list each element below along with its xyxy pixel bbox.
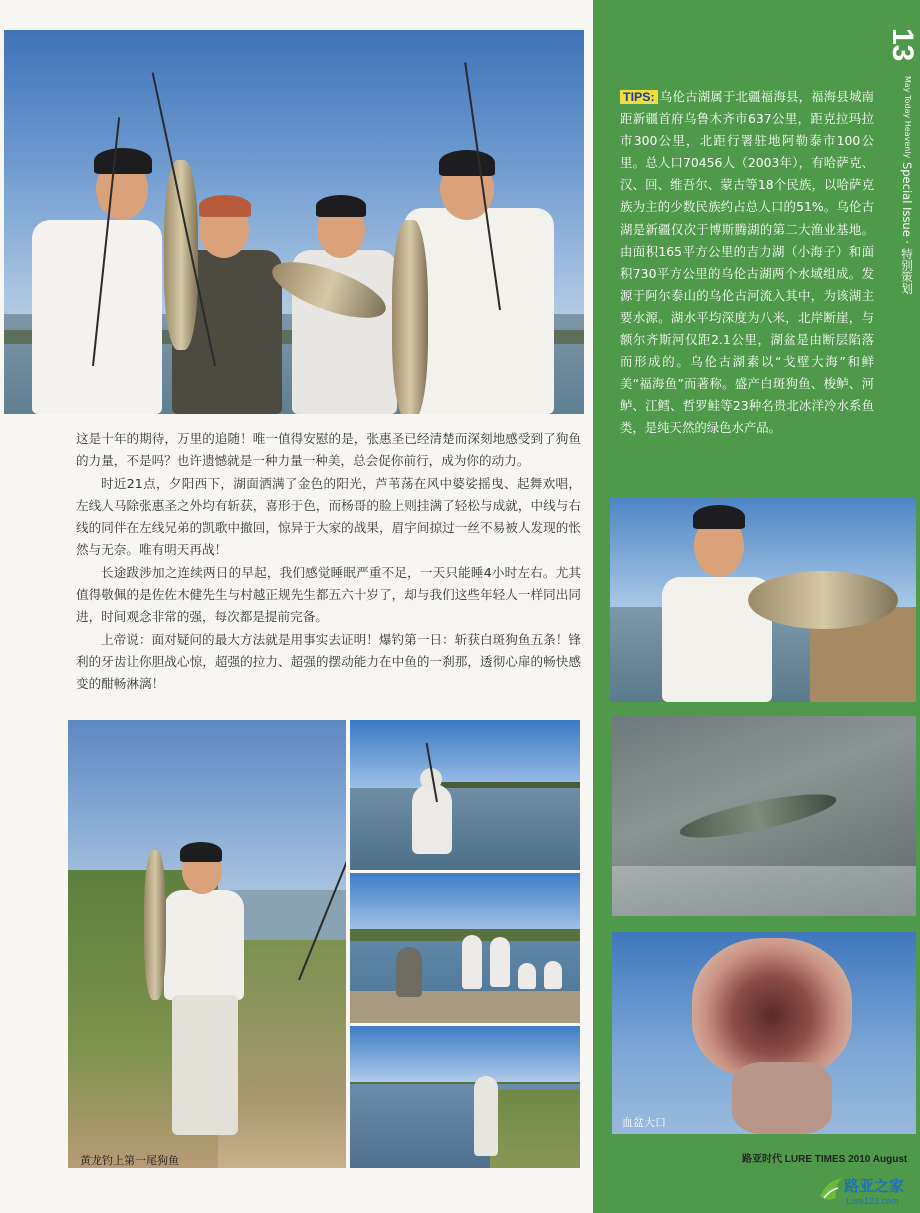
magazine-name-en: LURE TIMES (784, 1154, 846, 1165)
tips-label: TIPS: (620, 90, 658, 104)
article-body (76, 428, 581, 696)
paragraph-4: 上帝说：面对疑问的最大方法就是用事实去证明！爆钓第一日：斩获白斑狗鱼五条！锋利的牙齿让你胆战心惊，超强的拉力、超强的摆动能力在中鱼的一刹那，透彻心扉的畅快感变的酣畅淋漓！ (76, 631, 581, 692)
pike-mouth-photo (612, 932, 916, 1134)
angler-in-reeds-photo (350, 1026, 580, 1168)
watermark-title: 路亚之家 (844, 1177, 905, 1195)
paragraph-3: 长途跋涉加之连续两日的早起，我们感觉睡眠严重不足，一天只能睡4小时左右。尤其值得敬佩的是佐佐木健先生与村越正规先生都五六十岁了，却与我们这些年轻人一样同出同进，时间观念非常的强，每次都是提前完备。 (76, 564, 581, 625)
page-number: 13 (886, 28, 919, 62)
paragraph-1: 这是十年的期待，万里的追随！唯一值得安慰的是，张惠圣已经清楚而深刻地感受到了狗鱼的力量，不是吗？也许遗憾就是一种力量一种美，总会促你前行，成为你的动力。 (76, 431, 581, 469)
paragraph-2: 时近21点，夕阳西下，湖面洒满了金色的阳光，芦苇荡在风中婆娑摇曳、起舞欢唱，左线人马除张惠圣之外均有斩获，喜形于色，而杨哥的脸上则挂满了轻松与成就，中线与右线的同伴在左线兄弟的凯歌中撤回，惊异于大家的战果，眉宇间掠过一丝不易被人发现的怅然与无奈。唯有明天再战！ (76, 475, 581, 558)
magazine-footer (742, 1150, 920, 1165)
fish-in-water-photo (612, 716, 916, 916)
tips-text: 乌伦古湖属于北疆福海县，福海县城南距新疆首府乌鲁木齐市637公里，距克拉玛拉市300公里，北距行署驻地阿勒泰市100公里。总人口70456人（2003年），有哈萨克、汉、回、维吾尔、蒙古等18个民族，以哈萨克族为主的少数民族约占总人口的51%。乌伦古湖是新疆仅次于博斯腾湖的第二大渔业基地。由面积165平方公里的吉力湖（小海子）和面积730平方公里的乌伦古湖两个水域组成。发源于阿尔泰山的乌伦古河流入其中，为该湖主要水源。湖水平均深度为八米，北岸断崖，与额尔齐斯河仅距2.1公里，湖盆是由断层陷落而形成的。乌伦古湖素以“戈壁大海”和鲜美“福海鱼”而著称。盛产白斑狗鱼、梭鲈、河鲈、江鳕、哲罗鲑等23种名贵北冰洋冷水系鱼类，是纯天然的绿色水产品。 (620, 89, 874, 436)
anglers-group-photo (350, 873, 580, 1023)
angler-with-pike-photo (68, 720, 346, 1168)
section-small-text: May Today Heavenly (903, 76, 912, 159)
left-photo-caption: 黄龙钓上第一尾狗鱼 (80, 1154, 179, 1167)
issue-date: 2010 August (848, 1154, 908, 1165)
tips-box (620, 86, 874, 440)
mouth-photo-caption: 血盆大口 (622, 1116, 666, 1129)
section-title-text: Special Issue · 特别策划 (900, 161, 914, 294)
group-photo (4, 30, 584, 414)
watermark-logo-icon (818, 1176, 844, 1206)
watermark-url: Lure123.com (846, 1196, 899, 1206)
section-title (893, 76, 915, 294)
site-watermark (818, 1174, 918, 1212)
magazine-name-cn: 路亚时代 (742, 1154, 782, 1165)
angler-on-shore-photo (350, 720, 580, 870)
man-holding-fish-photo (610, 497, 916, 702)
